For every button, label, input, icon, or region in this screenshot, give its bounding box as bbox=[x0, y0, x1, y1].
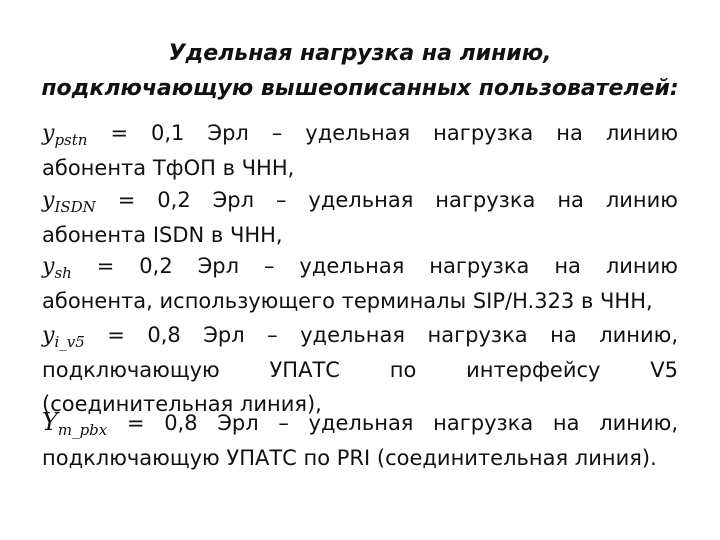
variable-symbol: $Y_{m\_pbx}$ bbox=[42, 408, 108, 439]
load-item-continuation: подключающую УПАТС по PRI (соединительная линия). bbox=[42, 446, 657, 470]
variable-symbol: $y_{i\_v5}$ bbox=[42, 323, 85, 351]
load-item-line bbox=[42, 116, 678, 151]
load-definition-text: = 0,2 Эрл – удельная нагрузка на линию bbox=[117, 188, 678, 212]
load-definition-text: = 0,8 Эрл – удельная нагрузка на линию, bbox=[126, 411, 678, 435]
variable-symbol: $y_{sh}$ bbox=[42, 254, 72, 282]
load-item-continuation: абонента ТфОП в ЧНН, bbox=[42, 156, 295, 180]
load-definition-text: = 0,8 Эрл – удельная нагрузка на линию, bbox=[107, 323, 678, 347]
load-item-pstn bbox=[42, 116, 678, 185]
load-item-line bbox=[42, 249, 678, 284]
load-item-continuation: (соединительная линия), bbox=[42, 392, 322, 416]
variable-symbol: $y_{pstn}$ bbox=[42, 121, 88, 149]
load-item-continuation: абонента ISDN в ЧНН, bbox=[42, 223, 283, 247]
variable-symbol: $y_{ISDN}$ bbox=[42, 188, 96, 216]
slide-title-line-1: Удельная нагрузка на линию, bbox=[168, 41, 552, 66]
load-item-continuation: абонента, использующего терминалы SIP/H.323 в ЧНН, bbox=[42, 289, 653, 313]
load-item-line bbox=[42, 405, 678, 441]
load-item-line bbox=[42, 318, 678, 353]
load-item-sh bbox=[42, 249, 678, 318]
load-item-isdn bbox=[42, 183, 678, 252]
load-item-pbx bbox=[42, 405, 678, 475]
load-definition-text: = 0,2 Эрл – удельная нагрузка на линию bbox=[96, 254, 678, 278]
load-definition-text: = 0,1 Эрл – удельная нагрузка на линию bbox=[110, 121, 678, 145]
load-item-continuation: подключающую УПАТС по интерфейсу V5 bbox=[42, 358, 678, 382]
load-item-line bbox=[42, 183, 678, 218]
slide-title-line-2: подключающую вышеописанных пользователей: bbox=[41, 76, 679, 101]
